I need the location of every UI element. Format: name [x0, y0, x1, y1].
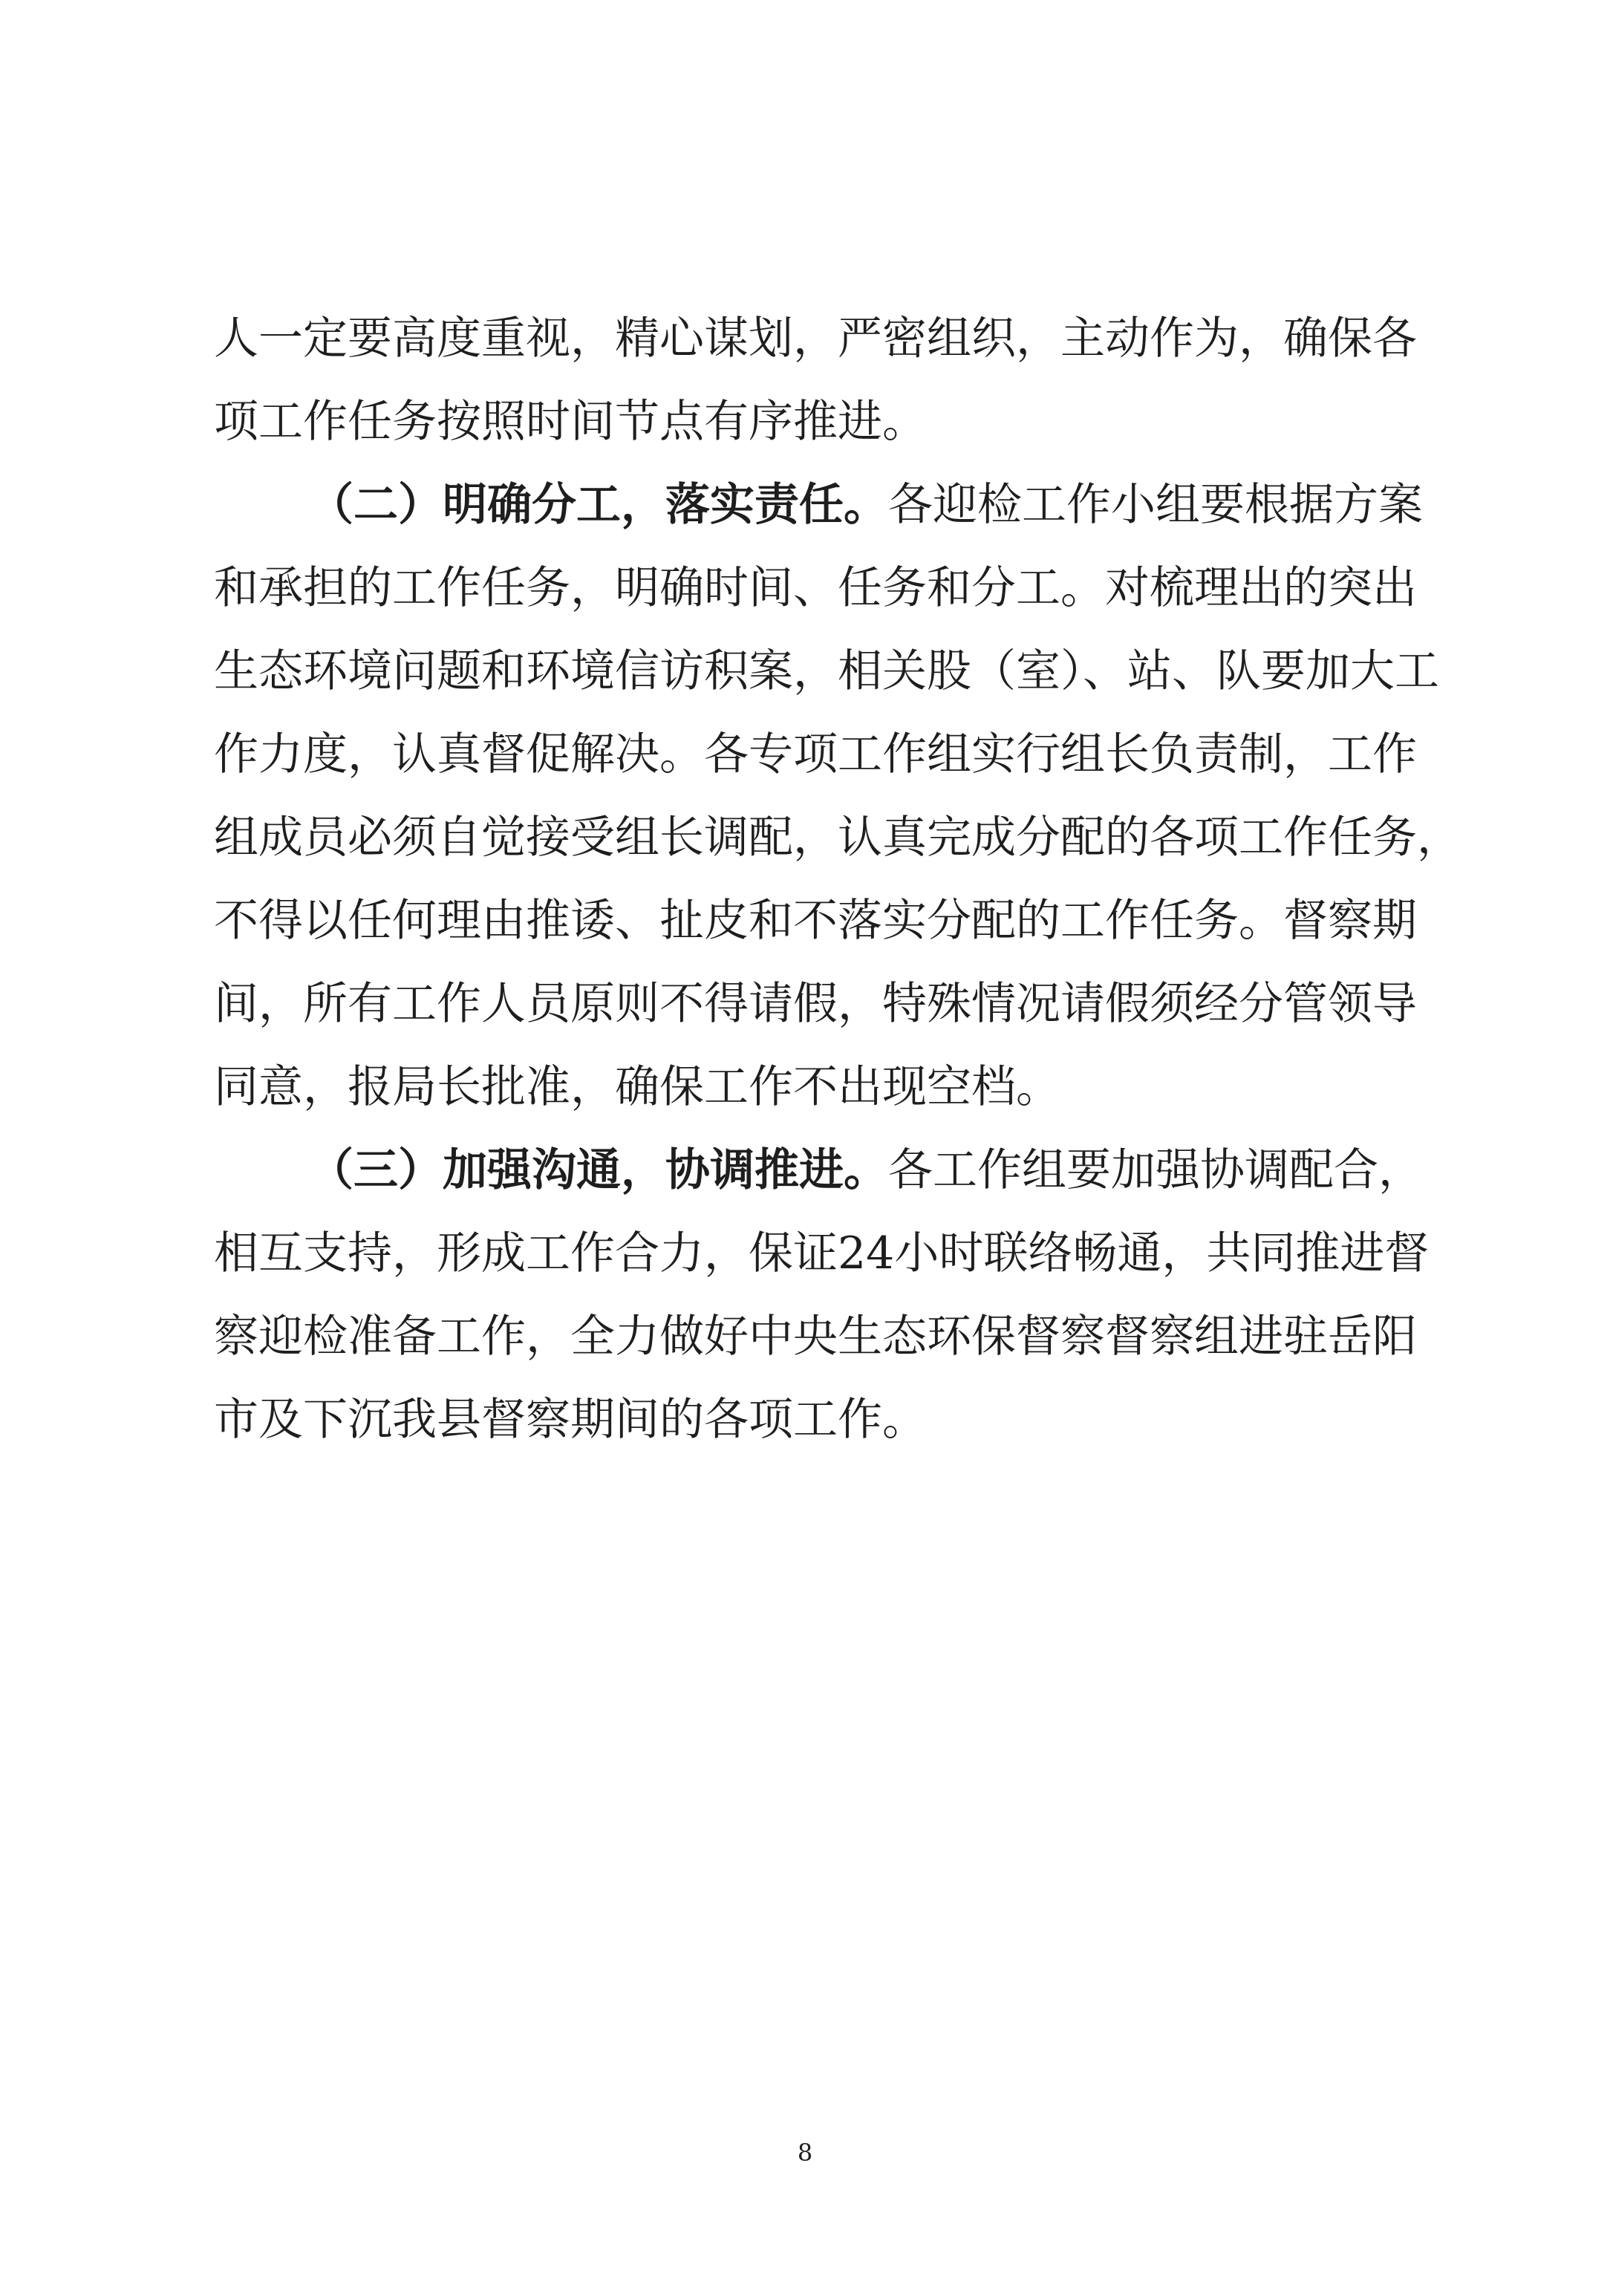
section-heading: （二）明确分工，落实责任。	[309, 479, 888, 531]
body-line: 人一定要高度重视，精心谋划，严密组织，主动作为，确保各	[214, 313, 1417, 365]
body-line: 作力度，认真督促解决。各专项工作组实行组长负责制，工作	[214, 728, 1417, 780]
page-number: 8	[797, 2139, 813, 2167]
section-heading-line	[309, 463, 1423, 547]
body-line: 和承担的工作任务，明确时间、任务和分工。对梳理出的突出	[214, 562, 1417, 614]
body-line: 生态环境问题和环境信访积案，相关股（室）、站、队要加大工	[214, 645, 1439, 697]
body-line: 项工作任务按照时间节点有序推进。	[214, 396, 927, 448]
body-line: 同意，报局长批准，确保工作不出现空档。	[214, 1061, 1060, 1113]
body-line: 市及下沉我县督察期间的各项工作。	[214, 1394, 927, 1446]
section-heading-line	[309, 1129, 1423, 1212]
body-line: 组成员必须自觉接受组长调配，认真完成分配的各项工作任务，	[214, 812, 1461, 864]
section-heading: （三）加强沟通，协调推进。	[309, 1144, 888, 1196]
body-text: 各工作组要加强协调配合，	[888, 1144, 1423, 1196]
body-line: 察迎检准备工作，全力做好中央生态环保督察督察组进驻岳阳	[214, 1311, 1417, 1363]
body-text: 各迎检工作小组要根据方案	[888, 479, 1423, 531]
body-line: 不得以任何理由推诿、扯皮和不落实分配的工作任务。督察期	[214, 895, 1417, 947]
body-line: 相互支持，形成工作合力，保证24小时联络畅通，共同推进督	[214, 1227, 1430, 1279]
body-line: 间，所有工作人员原则不得请假，特殊情况请假须经分管领导	[214, 978, 1417, 1030]
